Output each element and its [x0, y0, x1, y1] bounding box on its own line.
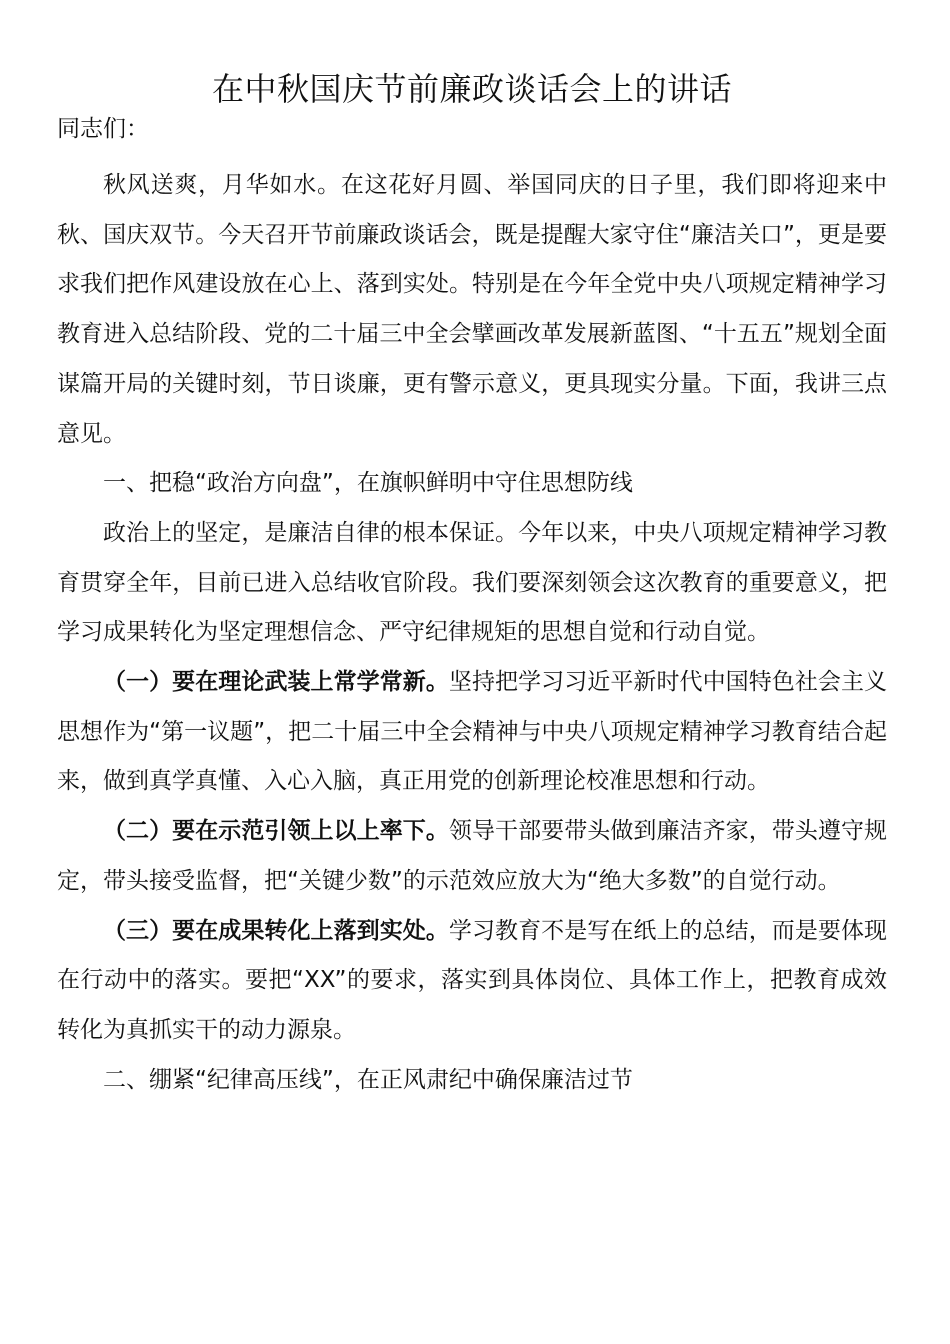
- point-2-lead: （二）要在示范引领上以上率下。: [103, 818, 449, 845]
- section-1-point-1: [57, 658, 887, 807]
- point-3-lead: （三）要在成果转化上落到实处。: [103, 917, 449, 944]
- section-1-body: 政治上的坚定，是廉洁自律的根本保证。今年以来，中央八项规定精神学习教育贯穿全年，目前已进入总结收官阶段。我们要深刻领会这次教育的重要意义，把学习成果转化为坚定理想信念、严守纪律规矩的思想自觉和行动自觉。: [57, 519, 887, 646]
- document-title: 在中秋国庆节前廉政谈话会上的讲话: [211, 70, 732, 108]
- section-2-heading: 二、绷紧“纪律高压线”，在正风肃纪中确保廉洁过节: [103, 1066, 633, 1093]
- section-1-heading: 一、把稳“政治方向盘”，在旗帜鲜明中守住思想防线: [103, 470, 633, 497]
- point-2-text: 领导干部要带头做到廉洁齐家，带头遵守规定，带头接受监督，把“关键少数”的示范效应放大为“绝大多数”的自觉行动。: [57, 818, 888, 894]
- document-page: [57, 64, 887, 1105]
- section-1-point-3: [57, 907, 887, 1056]
- point-3-text: 学习教育不是写在纸上的总结，而是要体现在行动中的落实。要把“XX”的要求，落实到具体岗位、具体工作上，把教育成效转化为真抓实干的动力源泉。: [57, 917, 888, 1043]
- point-1-text: 坚持把学习习近平新时代中国特色社会主义思想作为“第一议题”，把二十届三中全会精神与中央八项规定精神学习教育结合起来，做到真学真懂、入心入脑，真正用党的创新理论校准思想和行动。: [57, 669, 888, 795]
- section-1-point-2: [57, 807, 887, 906]
- point-1-lead: （一）要在理论武装上常学常新。: [103, 669, 449, 696]
- intro-paragraph: 秋风送爽，月华如水。在这花好月圆、举国同庆的日子里，我们即将迎来中秋、国庆双节。今天召开节前廉政谈话会，既是提醒大家守住“廉洁关口”，更是要求我们把作风建设放在心上、落到实处。特别是在今年全党中央八项规定精神学习教育进入总结阶段、党的二十届三中全会擘画改革发展新蓝图、“十五五”规划全面谋篇开局的关键时刻，节日谈廉，更有警示意义，更具现实分量。下面，我讲三点意见。: [57, 172, 887, 447]
- salutation: 同志们：: [57, 116, 149, 142]
